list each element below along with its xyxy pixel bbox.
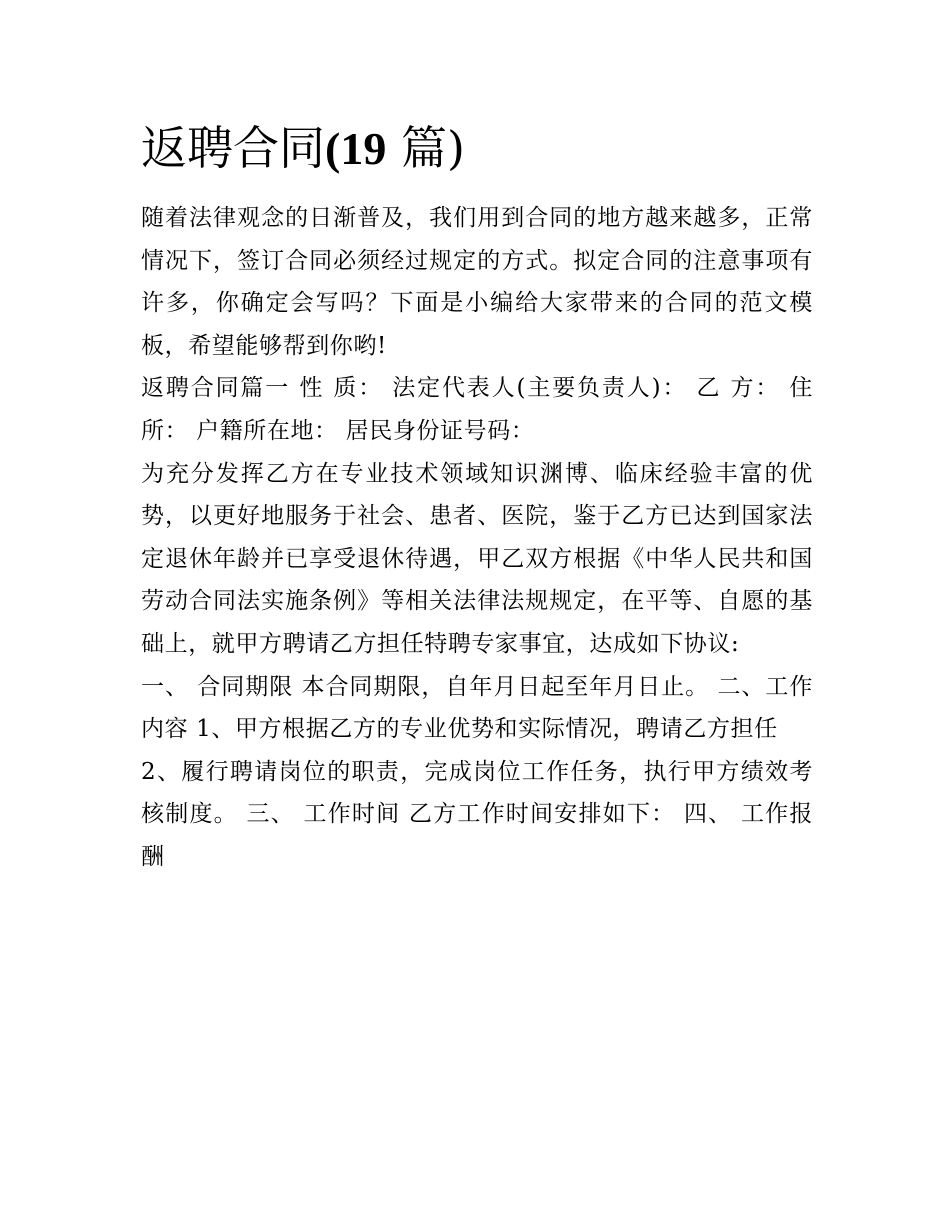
parties-paragraph: 返聘合同篇一 性 质： 法定代表人(主要负责人)： 乙 方： 住所： 户籍所在地： 居民身份证号码： (141, 375, 813, 444)
title-number: (19 (325, 123, 387, 174)
title-suffix: 篇) (386, 121, 465, 175)
document-title (141, 112, 813, 185)
term-paragraph: 一、 合同期限 本合同期限，自年月日起至年月日止。 二、工作内容 1、甲方根据乙方的专业优势和实际情况，聘请乙方担任 (141, 673, 813, 743)
title-prefix: 返聘合同 (141, 121, 325, 175)
purpose-paragraph: 为充分发挥乙方在专业技术领域知识渊博、临床经验丰富的优势，以更好地服务于社会、患者、医院，鉴于乙方已达到国家法定退休年龄并已享受退休待遇，甲乙双方根据《中华人民共和国劳动合同法实施条例》等相关法律法规规定，在平等、自愿的基础上，就甲方聘请乙方担任特聘专家事宜，达成如下协议: (141, 460, 813, 657)
duties-paragraph: 2、履行聘请岗位的职责，完成岗位工作任务，执行甲方绩效考核制度。 三、 工作时间 乙方工作时间安排如下： 四、 工作报酬 (141, 758, 813, 870)
document-page (141, 112, 813, 879)
intro-paragraph: 随着法律观念的日渐普及，我们用到合同的地方越来越多，正常情况下，签订合同必须经过规定的方式。拟定合同的注意事项有许多，你确定会写吗？下面是小编给大家带来的合同的范文模板，希望能够帮到你哟! (141, 205, 813, 359)
